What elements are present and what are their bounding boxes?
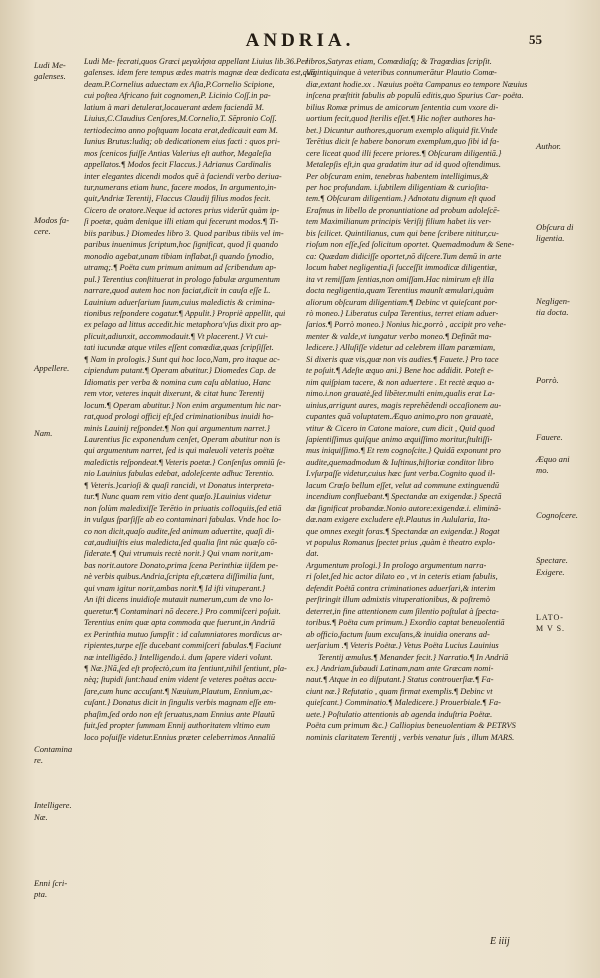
text-line: perſtringit illum admixtis vituperationibus, & poſtremò bbox=[306, 595, 490, 605]
text-line: non ſolùm maledixiſſe Terētio in priuatis colloquiis,ſed etiā bbox=[84, 503, 282, 513]
text-line: deam.P.Cornelius aduectam ex Aſia,P.Cornelio Scipione, bbox=[84, 79, 275, 89]
margin-note-porro: Porrò. bbox=[536, 375, 559, 385]
text-line: nominis claritatem Terentij , verbis venatur ſuis , illum MARS. bbox=[306, 732, 515, 742]
text-line: vt populus Romanus ſpectet prius ,quàm è theatro explo- bbox=[306, 538, 496, 548]
text-line: phaſim,ſed ordo non eſt ſeruatus,nam Ennius ante Plautū bbox=[84, 709, 275, 719]
text-line: cuſant.} Donatus dicit in ſingulis verbis magnam eſſe em- bbox=[84, 698, 276, 708]
margin-note-intelligere: Intelligere. bbox=[34, 800, 72, 810]
text-line: Idiomatis per verba & nomina cum caſu ablatiuo, Hanc bbox=[84, 377, 271, 387]
margin-note-spectare: Spectare. bbox=[536, 555, 568, 565]
text-line: quieſcant.} Comminatio.¶ Maledicere.} Prouerbiale.¶ Fa- bbox=[306, 698, 501, 708]
margin-note-obscura-cont: ligentia. bbox=[536, 233, 565, 243]
text-line: ¶ Næ.}Nā,ſed eſt profectò,cum ita ſentiunt,nihil ſentiunt, pla- bbox=[84, 664, 287, 674]
margin-note-ne: Næ. bbox=[34, 812, 48, 822]
margin-note-latomus-cont: M V S. bbox=[536, 624, 566, 633]
text-line: ledicere.} Alluſiſſe videtur ad celebrem illam paræmiam, bbox=[306, 343, 496, 353]
text-line: libros,Satyras etiam, Comœdiaſq; & Tragœdias ſcripſit. bbox=[306, 57, 492, 66]
text-line: Terentius enim quæ apta commoda que fuerunt,in Andriā bbox=[84, 618, 275, 628]
text-line: Metalepſis eſt,in qua gradatim itur ad id quod oſtendimus. bbox=[306, 160, 501, 170]
margin-note-author: Author. bbox=[536, 141, 562, 151]
text-line: bilius Romæ primus de amicorum ſententia cum vxore di- bbox=[306, 102, 499, 112]
text-line: tionibus reſpondere cogatur.¶ Appulit.} Propriè appellit, qui bbox=[84, 308, 286, 318]
text-line: maledictis reſpondeat.¶ Veteris poetæ.} Conſenſus omniū ſe- bbox=[84, 457, 286, 467]
text-line: ſapientiſſimus quiſque animo æquiſſimo moritur,ſtultiſſi- bbox=[306, 434, 493, 444]
text-line: dæ ſignificat probandæ.Nonio autore:exigendæ.i. eliminā- bbox=[306, 503, 502, 513]
margin-note-negligentia-cont: tia docta. bbox=[536, 307, 569, 317]
text-line: Per obſcuram enim, tenebras habentem intelligimus,& bbox=[306, 171, 489, 181]
text-line: Argumentum prologi.} In prologo argumentum narra- bbox=[306, 560, 487, 570]
text-line: Poëta cum primum &c.} Calliopius beneuolentiam & PETRVS bbox=[306, 721, 516, 731]
text-line: I.vſurpaſſe videtur,cuius hæc ſunt verba.Cognito quod il- bbox=[306, 469, 496, 479]
text-line: nèq; ſtupidi ſunt:haud enim vident ſe veteres poëtas accu- bbox=[84, 675, 277, 685]
text-line: te poſuit.¶ Adeſte æquo ani.} Bene hoc addidit. Poteſt e- bbox=[306, 366, 494, 376]
text-line: monodio agebat,unam tibiam inflabat,ſi quando ſynodio, bbox=[84, 251, 274, 261]
text-line: cipiendum putant.¶ Operam abutitur.} Diomedes Cap. de bbox=[84, 366, 276, 376]
text-line: rioſum non eſſe,ſed ſolicitum oportet. Quemadmodum & Sene- bbox=[306, 240, 515, 250]
text-line: Eraſmus in libello de pronuntiatione ad probum adoleſcē- bbox=[306, 205, 500, 215]
text-line: biis paribus.} Diomedes libro 3. Quod paribus tibiis vel im- bbox=[84, 228, 284, 238]
text-line: ¶ Veteris.}carioſi & quaſi rancidi, vt Donatus interpreta- bbox=[84, 480, 275, 490]
text-line: qui argumentum narret, ſed is qui maleuoli veteris poëtæ bbox=[84, 446, 275, 456]
margin-note-galenses: galenses. bbox=[34, 71, 66, 81]
text-line: inſcena præſtitit fabulis ab populū editis,quo Spurius Car- poëta. bbox=[306, 91, 524, 101]
text-line: defendit Poëtā contra criminationes aduerſari,& interim bbox=[306, 583, 496, 593]
text-line: ripientes,turpe eſſe ducebant commiſceri fabulas.¶ Faciunt bbox=[84, 641, 282, 651]
margin-note-contamina: Contamina bbox=[34, 744, 73, 754]
text-line: vtitur & Cicero in Catone maiore, cum dicit , Quid quod bbox=[306, 423, 495, 433]
text-line: rò moneo.} Liberatus culpa Terentius, terret etiam aduer- bbox=[306, 308, 499, 318]
text-line: incendium confluebant.¶ Spectandæ an exigendæ.} Spectā bbox=[306, 492, 502, 502]
text-line: ri ſolet,ſed hic actor dilato eo , vt in ceteris etiam fabulis, bbox=[306, 572, 498, 582]
text-line: Si dixeris quæ vis,quæ non vis audies.¶ Fauete.} Pro tace bbox=[306, 354, 499, 364]
text-line: tati iucundæ atque vtiles eſſent comœdiæ,quas ſcripſiſſet. bbox=[84, 343, 274, 353]
text-line: nimo.i.non grauatè,ſed libēter.multi enim,qualis erat La- bbox=[306, 389, 495, 399]
margin-note-exigere: Exigere. bbox=[536, 567, 565, 577]
text-line: per hoc profundam. i.ſubtilem diligentiam & curioſita- bbox=[306, 182, 489, 192]
text-line: ex.} Andriam,ſubaudi Latinam,nam ante Græcam nomi- bbox=[306, 664, 494, 674]
margin-note-modos: Modos fa- bbox=[34, 215, 70, 225]
margin-note-aequo: Æquo ani bbox=[536, 454, 570, 464]
text-line: toribus.¶ Poëta cum primum.} Exordio captat beneuolentiā bbox=[306, 618, 505, 628]
text-line: uinius,arrigunt aures, magis reprehēdendi occaſionem au- bbox=[306, 400, 502, 410]
text-line: Lauinium aduerſarium ſuum,cuius maledictis & crimina- bbox=[84, 297, 275, 307]
text-line: nim quiſpiam tacere, & non aduertere . Et rectè æquo a- bbox=[306, 377, 495, 387]
text-line: tertiodecimo anno poſtquam locata erat,dedicauit eam M. bbox=[84, 125, 278, 135]
text-line: aliorum obſcuram diligentiam.¶ Debinc vt quieſcant por- bbox=[306, 297, 498, 307]
text-line: ca: Quædam didiciſſe oportet,nō diſcere.Tum demū in arte bbox=[306, 251, 502, 261]
margin-note-enni: Enni ſcri- bbox=[34, 878, 68, 888]
text-line: ſi poetæ, quàm denique illi etiam qui fecerunt modos.¶ Ti- bbox=[84, 217, 279, 227]
text-line: rem vtor, veteres inquit dixerunt, & citat hunc Terentij bbox=[84, 389, 265, 399]
text-line: narrare,quod autem hoc non faciat,dicit in cauſa eſſe L. bbox=[84, 286, 271, 296]
text-line: galenses. idem fere tempus ædes matris magnæ deæ dedicata est,quā bbox=[84, 68, 316, 78]
text-line: ciunt næ.} Refutatio , quam firmat exemplis.¶ Debinc vt bbox=[306, 686, 493, 696]
text-line: nio Lauinius fabulas edebat, adoleſcente adhuc Terentio. bbox=[84, 469, 275, 479]
text-line: Cicero de oratore.Neque id actores prius viderūt quàm ip- bbox=[84, 205, 280, 215]
text-line: Vigintiquinque à veteribus connumerātur Plautio Comœ- bbox=[306, 68, 497, 78]
text-line: mos ſcenicos fuiſſe Antias Valerius eſt author, Megaleſia bbox=[84, 148, 272, 158]
text-line: menter & valde,vt iungatur verbo moneo.¶ Defināt ma- bbox=[306, 331, 492, 341]
text-line: naut.¶ Atque in eo diſputant.} Status controuerſiæ.¶ Fa- bbox=[306, 675, 494, 685]
text-line: dæ.nam exigere excludere eſt.Plautus in Aulularia, Ita- bbox=[306, 515, 491, 525]
text-line: tem Maximilianum principis Veriſij filium habet iis ver- bbox=[306, 217, 492, 227]
text-line: cat,audiuiſtis eius maledicta,ſed qualia ſint núc quæſo cō- bbox=[84, 538, 278, 548]
margin-note-enni-cont: pta. bbox=[34, 889, 48, 899]
text-line: An iſti dicens inuidioſe mutauit numerum,cum de vno lo- bbox=[84, 595, 274, 605]
text-line: Liuius,C.Claudius Cenſores,M.Cornelio,T. Sēpronio Coſſ. bbox=[84, 114, 277, 124]
text-line: tem.¶ Obſcuram diligentiam.} Adnotatu dignum eſt quod bbox=[306, 194, 496, 204]
text-line: bis ſcilicet. Quintilianus, cum qui bene ſcribere nititur,cu- bbox=[306, 228, 499, 238]
text-line: queretur.¶ Contaminari nō decere.} Pro commiſceri poſuit. bbox=[84, 606, 281, 616]
margin-note-cognoscere: Cognoſcere. bbox=[536, 510, 578, 520]
page-number: 55 bbox=[529, 32, 542, 47]
text-line: co non dicit,quaſo audite,ſed animum aduertite, quaſi di- bbox=[84, 526, 275, 536]
margin-note-fauere: Fauere. bbox=[536, 432, 563, 442]
text-line: locum habet negligentia,ſi ſucceſſit immodicæ diligentiæ, bbox=[306, 263, 497, 273]
text-line: inter elegantes dicendi modos quē à faciendi verbo deriua- bbox=[84, 171, 282, 181]
text-line: lacum Crœſo bellum eſſet, velut ad commune extinguendū bbox=[306, 480, 500, 490]
text-line: ¶ Nam in prologis.} Sunt qui hoc loco,Nam, pro itaque ac- bbox=[84, 354, 280, 364]
text-line: pul.} Terentius conſtituerat in prologo fabulæ argumentum bbox=[84, 274, 280, 284]
text-line: plicuit,adiunxit, accommodauit.¶ Vt placerent.} Vt cui- bbox=[84, 331, 268, 341]
text-line: locum.¶ Operam abutitur.} Non enim argumentum hic nar- bbox=[84, 400, 282, 410]
text-line: ſiderate.¶ Qui vtrumuis rectè norit.} Qui vnam norit,am- bbox=[84, 549, 274, 559]
text-line: audite,quemadmodum & Iuſtinus,hiſtoriæ conditor libro bbox=[306, 457, 494, 467]
text-line: fuit,ſed propter ſummam Ennij authoritatem vltimo eum bbox=[84, 721, 271, 731]
text-line: Iunius Brutus:ludiq; ob dedicationem eius facti : quos pri- bbox=[84, 137, 280, 147]
text-line: in vulgus ſparſiſſe ab eo contaminari fabulas. Vnde hoc lo- bbox=[84, 515, 281, 525]
text-line: uortium fecit,quod ſterilis eſſet.¶ Hic noſter authores ha- bbox=[306, 114, 496, 124]
text-line: Ludi Me- fecrati,quos Græci μεγαλήσια appellant Liuius lib.36.Per bbox=[84, 57, 309, 66]
text-line: cupantes quā voluptatem.Æquo animo,pro non grauatè, bbox=[306, 412, 494, 422]
margin-note-contamina-cont: re. bbox=[34, 755, 43, 765]
text-line: næ intelligēdo.} Intelligendo.i. dum ſapere videri volunt. bbox=[84, 652, 273, 662]
text-line: ſarios.¶ Porrò moneo.} Nonius hic,porrò , accipit pro vehe- bbox=[306, 320, 507, 330]
text-line: cere liceat quod illi fecere priores.¶ Obſcuram diligentiā.} bbox=[306, 148, 502, 158]
text-line: ita vt remiſſam ſentias,non omiſſam.Hac nimirum eſt illa bbox=[306, 274, 494, 284]
text-line: ſare,cum hunc accuſant.¶ Næuium,Plautum, Ennium,ac- bbox=[84, 686, 273, 696]
text-line: Laurentius ſic exponendum cenſet, Operam abutitur non is bbox=[84, 434, 281, 444]
text-line: bas norit.autore Donato,prima ſcena Perinthiæ iiſdem pe- bbox=[84, 560, 279, 570]
text-line: que omnes exegit foras.¶ Spectandæ an exigendæ.} Rogat bbox=[306, 526, 500, 536]
right-column bbox=[306, 56, 538, 743]
running-title: ANDRIA. bbox=[245, 30, 355, 51]
text-line: utramq;.¶ Poëta cum primum animum ad ſcribendum ap- bbox=[84, 263, 277, 273]
text-line: docta negligentia,quam Terentius maunlt æmulari,quàm bbox=[306, 286, 494, 296]
text-line: quit,Andriæ Terentij, Flaccus Claudij filius modos fecit. bbox=[84, 194, 271, 204]
text-line: ab officio,factum ſuum excuſans,& inuidia onerans ad- bbox=[306, 629, 490, 639]
text-line: tur.¶ Nunc quam rem vitio dent quæſo.}Lauinius videtur bbox=[84, 492, 272, 502]
margin-note-obscura: Obſcura di bbox=[536, 222, 574, 232]
text-line: bet.} Dicuntur authores,quorum exemplo aliquid fit.Vnde bbox=[306, 125, 498, 135]
margin-note-negligentia: Negligen- bbox=[536, 296, 570, 306]
text-line: latium à mari detulerat,locauerant ædem faciendā M. bbox=[84, 102, 265, 112]
text-line: Terentij æmulus.¶ Menander fecit.} Narratio.¶ In Andriā bbox=[318, 652, 509, 662]
text-line: dat. bbox=[306, 549, 319, 559]
text-line: cui poſtea Africano fuit cognomen,P. Licinio Coſſ.in pa- bbox=[84, 91, 271, 101]
text-line: tur,numerans etiam hunc, facere modos, In argumento,in- bbox=[84, 182, 277, 192]
margin-note-appellere: Appellere. bbox=[34, 363, 70, 373]
text-line: uerſarium .¶ Veteris Poëtæ.} Vetus Poëta Lucius Lauinius bbox=[306, 641, 499, 651]
margin-note-latomus: LATO- bbox=[536, 613, 564, 622]
margin-note-nam: Nam. bbox=[34, 428, 53, 438]
text-line: nè verbis quibus.Andria,ſcripta eſt,cætera diſſimilia ſunt, bbox=[84, 572, 275, 582]
margin-note-modos-cont: cere. bbox=[34, 226, 51, 236]
text-line: Terētius dicit ſe habere bonorum exemplum,quo ſibi id fa- bbox=[306, 137, 500, 147]
text-line: rat,quod prologi officij eſt,ſed criminationibus inuidi ho- bbox=[84, 412, 274, 422]
text-line: diæ,extant hodie.xx . Næuius poëta Campanus eo tempore Næuius bbox=[306, 79, 528, 89]
margin-note-aequo-cont: mo. bbox=[536, 465, 549, 475]
text-line: appellatos.¶ Modos fecit Flaccus.} Adrianus Cardinalis bbox=[84, 160, 272, 170]
text-line: qui vnam igitur norit,ambas norit.¶ Id iſti vituperant.} bbox=[84, 583, 266, 593]
left-column bbox=[84, 56, 320, 743]
signature-mark: E iiij bbox=[490, 936, 510, 947]
text-line: uete.} Poſtulatio attentionis ab agenda induſtria Poëtæ. bbox=[306, 709, 493, 719]
text-line: deterret,in fine attentionem cum ſilentio poſtulat à ſpecta- bbox=[306, 606, 499, 616]
text-line: minis Lauinij reſpondet.¶ Non qui argumentum narret.} bbox=[84, 423, 270, 433]
text-line: paribus inuenimus ſcriptum,hoc ſignificat, quod ſi quando bbox=[84, 240, 279, 250]
text-line: ex pelago ad littus accedit.hic metaphora'vſus dixit pro ap- bbox=[84, 320, 282, 330]
text-line: loco poſuiſſe videtur.Ennius præter celeberrimos Annaliū bbox=[84, 732, 276, 742]
margin-note-ludi: Ludi Me- bbox=[34, 60, 66, 70]
text-line: mus iniquiſſimo.¶ Et rem cognoſcite.} Quidā exponunt pro bbox=[306, 446, 501, 456]
text-line: ex Perinthia mutuo ſumpſit : id calumniatores mordicus ar- bbox=[84, 629, 283, 639]
